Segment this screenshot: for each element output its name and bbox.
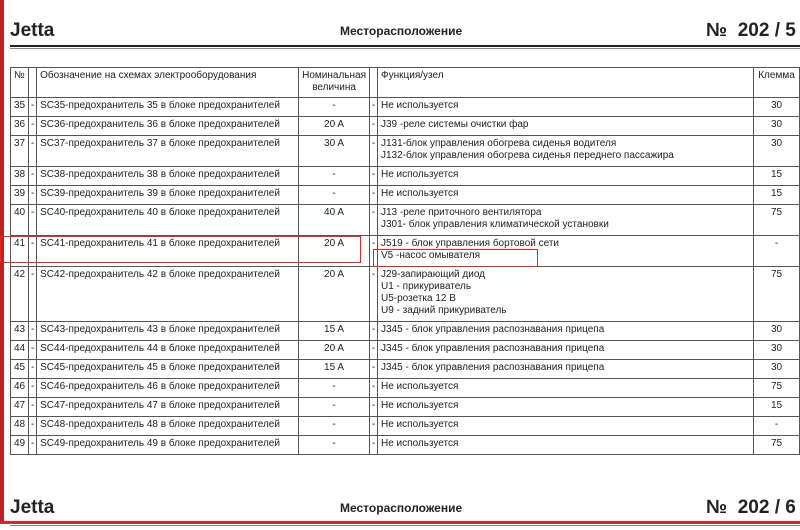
cell-num: 48	[11, 417, 29, 436]
page-bottom-line	[0, 521, 800, 524]
cell-designation: SC49-предохранитель 49 в блоке предохранителей	[37, 436, 299, 455]
model-name: Jetta	[10, 497, 55, 518]
cell-num: 46	[11, 379, 29, 398]
cell-nominal: -	[299, 379, 370, 398]
cell-sep: -	[29, 379, 37, 398]
function-line: J345 - блок управления распознавания прицепа	[381, 324, 605, 335]
cell-function	[378, 341, 754, 360]
function-line: U9 - задний прикуриватель	[381, 305, 507, 316]
cell-function	[378, 379, 754, 398]
cell-sep: -	[29, 167, 37, 186]
cell-designation: SC40-предохранитель 40 в блоке предохранителей	[37, 205, 299, 236]
function-line: Не используется	[381, 381, 459, 392]
cell-function	[378, 186, 754, 205]
cell-sep: -	[29, 436, 37, 455]
cell-terminal: 30	[754, 360, 800, 379]
cell-terminal: 30	[754, 136, 800, 167]
cell-designation: SC46-предохранитель 46 в блоке предохранителей	[37, 379, 299, 398]
cell-nominal: 20 A	[299, 341, 370, 360]
cell-sep: -	[29, 417, 37, 436]
highlight-v5	[373, 249, 538, 267]
function-line: U1 - прикуриватель	[381, 281, 472, 292]
cell-sep: -	[29, 98, 37, 117]
cell-num: 36	[11, 117, 29, 136]
function-line: V5 -насос омывателя	[381, 250, 480, 261]
cell-nominal: -	[299, 98, 370, 117]
model-name: Jetta	[10, 20, 55, 41]
cell-function	[378, 205, 754, 236]
cell-terminal: 75	[754, 267, 800, 322]
cell-num: 45	[11, 360, 29, 379]
function-line: J345 - блок управления распознавания прицепа	[381, 362, 605, 373]
cell-terminal: 75	[754, 205, 800, 236]
cell-sep: -	[370, 379, 378, 398]
cell-nominal: -	[299, 398, 370, 417]
function-line: J301- блок управления климатической установки	[381, 219, 609, 230]
cell-designation: SC39-предохранитель 39 в блоке предохранителей	[37, 186, 299, 205]
function-line: J519 - блок управления бортовой сети	[381, 238, 560, 249]
cell-terminal: 30	[754, 117, 800, 136]
cell-sep: -	[370, 167, 378, 186]
function-line: Не используется	[381, 400, 459, 411]
cell-function	[378, 167, 754, 186]
cell-nominal: 20 A	[299, 267, 370, 322]
cell-num: 49	[11, 436, 29, 455]
table-row	[11, 167, 800, 186]
table-row	[11, 98, 800, 117]
cell-sep: -	[370, 360, 378, 379]
cell-terminal: -	[754, 236, 800, 267]
cell-designation: SC44-предохранитель 44 в блоке предохранителей	[37, 341, 299, 360]
cell-sep: -	[29, 322, 37, 341]
cell-num: 47	[11, 398, 29, 417]
cell-terminal: 30	[754, 322, 800, 341]
cell-terminal: 75	[754, 436, 800, 455]
table-row	[11, 117, 800, 136]
function-line: J39 -реле системы очистки фар	[381, 119, 529, 130]
cell-sep: -	[370, 322, 378, 341]
cell-terminal: 15	[754, 186, 800, 205]
table-row	[11, 186, 800, 205]
cell-nominal: 20 A	[299, 236, 370, 267]
cell-function	[378, 436, 754, 455]
table-row	[11, 322, 800, 341]
function-line: Не используется	[381, 100, 459, 111]
cell-sep: -	[29, 205, 37, 236]
table-header-row	[11, 68, 800, 98]
cell-sep: -	[370, 398, 378, 417]
col-num: №	[11, 68, 29, 98]
cell-num: 39	[11, 186, 29, 205]
page-number: № 202 / 6	[706, 497, 796, 518]
col-function: Функция/узел	[378, 68, 754, 98]
function-line: J13 -реле приточного вентилятора	[381, 207, 542, 218]
cell-sep: -	[370, 98, 378, 117]
function-line: J132-блок управления обогрева сиденья переднего пассажира	[381, 150, 674, 161]
cell-num: 38	[11, 167, 29, 186]
col-terminal: Клемма	[754, 68, 800, 98]
cell-terminal: 15	[754, 167, 800, 186]
cell-sep: -	[370, 436, 378, 455]
cell-designation: SC45-предохранитель 45 в блоке предохранителей	[37, 360, 299, 379]
cell-function	[378, 360, 754, 379]
page-header	[10, 20, 800, 44]
section-title: Месторасположение	[340, 24, 463, 38]
page-number: № 202 / 5	[706, 20, 796, 41]
col-sep2	[370, 68, 378, 98]
cell-terminal: 75	[754, 379, 800, 398]
cell-function	[378, 417, 754, 436]
function-line: Не используется	[381, 169, 459, 180]
function-line: Не используется	[381, 188, 459, 199]
cell-num: 37	[11, 136, 29, 167]
cell-function	[378, 117, 754, 136]
cell-terminal: -	[754, 417, 800, 436]
table-row	[11, 267, 800, 322]
cell-sep: -	[29, 136, 37, 167]
cell-nominal: -	[299, 186, 370, 205]
cell-sep: -	[29, 398, 37, 417]
cell-designation: SC41-предохранитель 41 в блоке предохранителей	[37, 236, 299, 267]
highlight-row-41	[0, 236, 361, 263]
cell-terminal: 30	[754, 341, 800, 360]
cell-nominal: -	[299, 417, 370, 436]
cell-terminal: 15	[754, 398, 800, 417]
col-sep	[29, 68, 37, 98]
cell-sep: -	[29, 267, 37, 322]
cell-sep: -	[370, 267, 378, 322]
table-row	[11, 360, 800, 379]
header-rule	[10, 45, 800, 49]
cell-nominal: -	[299, 167, 370, 186]
cell-sep: -	[29, 186, 37, 205]
function-line: Не используется	[381, 419, 459, 430]
cell-terminal: 30	[754, 98, 800, 117]
cell-designation: SC38-предохранитель 38 в блоке предохранителей	[37, 167, 299, 186]
cell-sep: -	[370, 117, 378, 136]
cell-nominal: -	[299, 436, 370, 455]
cell-sep: -	[29, 236, 37, 267]
cell-sep: -	[370, 186, 378, 205]
function-line: J131-блок управления обогрева сиденья водителя	[381, 138, 617, 149]
cell-nominal: 20 A	[299, 117, 370, 136]
cell-sep: -	[370, 417, 378, 436]
cell-sep: -	[29, 360, 37, 379]
cell-designation: SC43-предохранитель 43 в блоке предохранителей	[37, 322, 299, 341]
cell-function	[378, 98, 754, 117]
table-row	[11, 341, 800, 360]
cell-designation: SC47-предохранитель 47 в блоке предохранителей	[37, 398, 299, 417]
cell-sep: -	[29, 341, 37, 360]
table-row	[11, 436, 800, 455]
cell-nominal: 40 A	[299, 205, 370, 236]
function-line: J345 - блок управления распознавания прицепа	[381, 343, 605, 354]
function-line: Не используется	[381, 438, 459, 449]
cell-designation: SC37-предохранитель 37 в блоке предохранителей	[37, 136, 299, 167]
cell-sep: -	[29, 117, 37, 136]
table-row	[11, 136, 800, 167]
cell-num: 41	[11, 236, 29, 267]
cell-sep: -	[370, 205, 378, 236]
cell-nominal: 30 A	[299, 136, 370, 167]
next-page-header	[10, 497, 800, 521]
cell-num: 35	[11, 98, 29, 117]
function-line: U5-розетка 12 В	[381, 293, 456, 304]
cell-num: 42	[11, 267, 29, 322]
cell-num: 40	[11, 205, 29, 236]
table-row	[11, 417, 800, 436]
cell-function	[378, 398, 754, 417]
cell-nominal: 15 A	[299, 322, 370, 341]
cell-nominal: 15 A	[299, 360, 370, 379]
cell-function	[378, 267, 754, 322]
cell-function	[378, 322, 754, 341]
cell-sep: -	[370, 341, 378, 360]
table-row	[11, 379, 800, 398]
cell-designation: SC35-предохранитель 35 в блоке предохранителей	[37, 98, 299, 117]
cell-function	[378, 136, 754, 167]
cell-num: 44	[11, 341, 29, 360]
cell-designation: SC42-предохранитель 42 в блоке предохранителей	[37, 267, 299, 322]
cell-sep: -	[370, 136, 378, 167]
cell-designation: SC48-предохранитель 48 в блоке предохранителей	[37, 417, 299, 436]
cell-sep: -	[370, 236, 378, 267]
table-row	[11, 205, 800, 236]
table-row	[11, 398, 800, 417]
col-designation: Обозначение на схемах электрооборудования	[37, 68, 299, 98]
function-line: J29-запирающий диод	[381, 269, 485, 280]
cell-designation: SC36-предохранитель 36 в блоке предохранителей	[37, 117, 299, 136]
col-nominal: Номинальная величина	[299, 68, 370, 98]
section-title: Месторасположение	[340, 501, 463, 515]
cell-num: 43	[11, 322, 29, 341]
